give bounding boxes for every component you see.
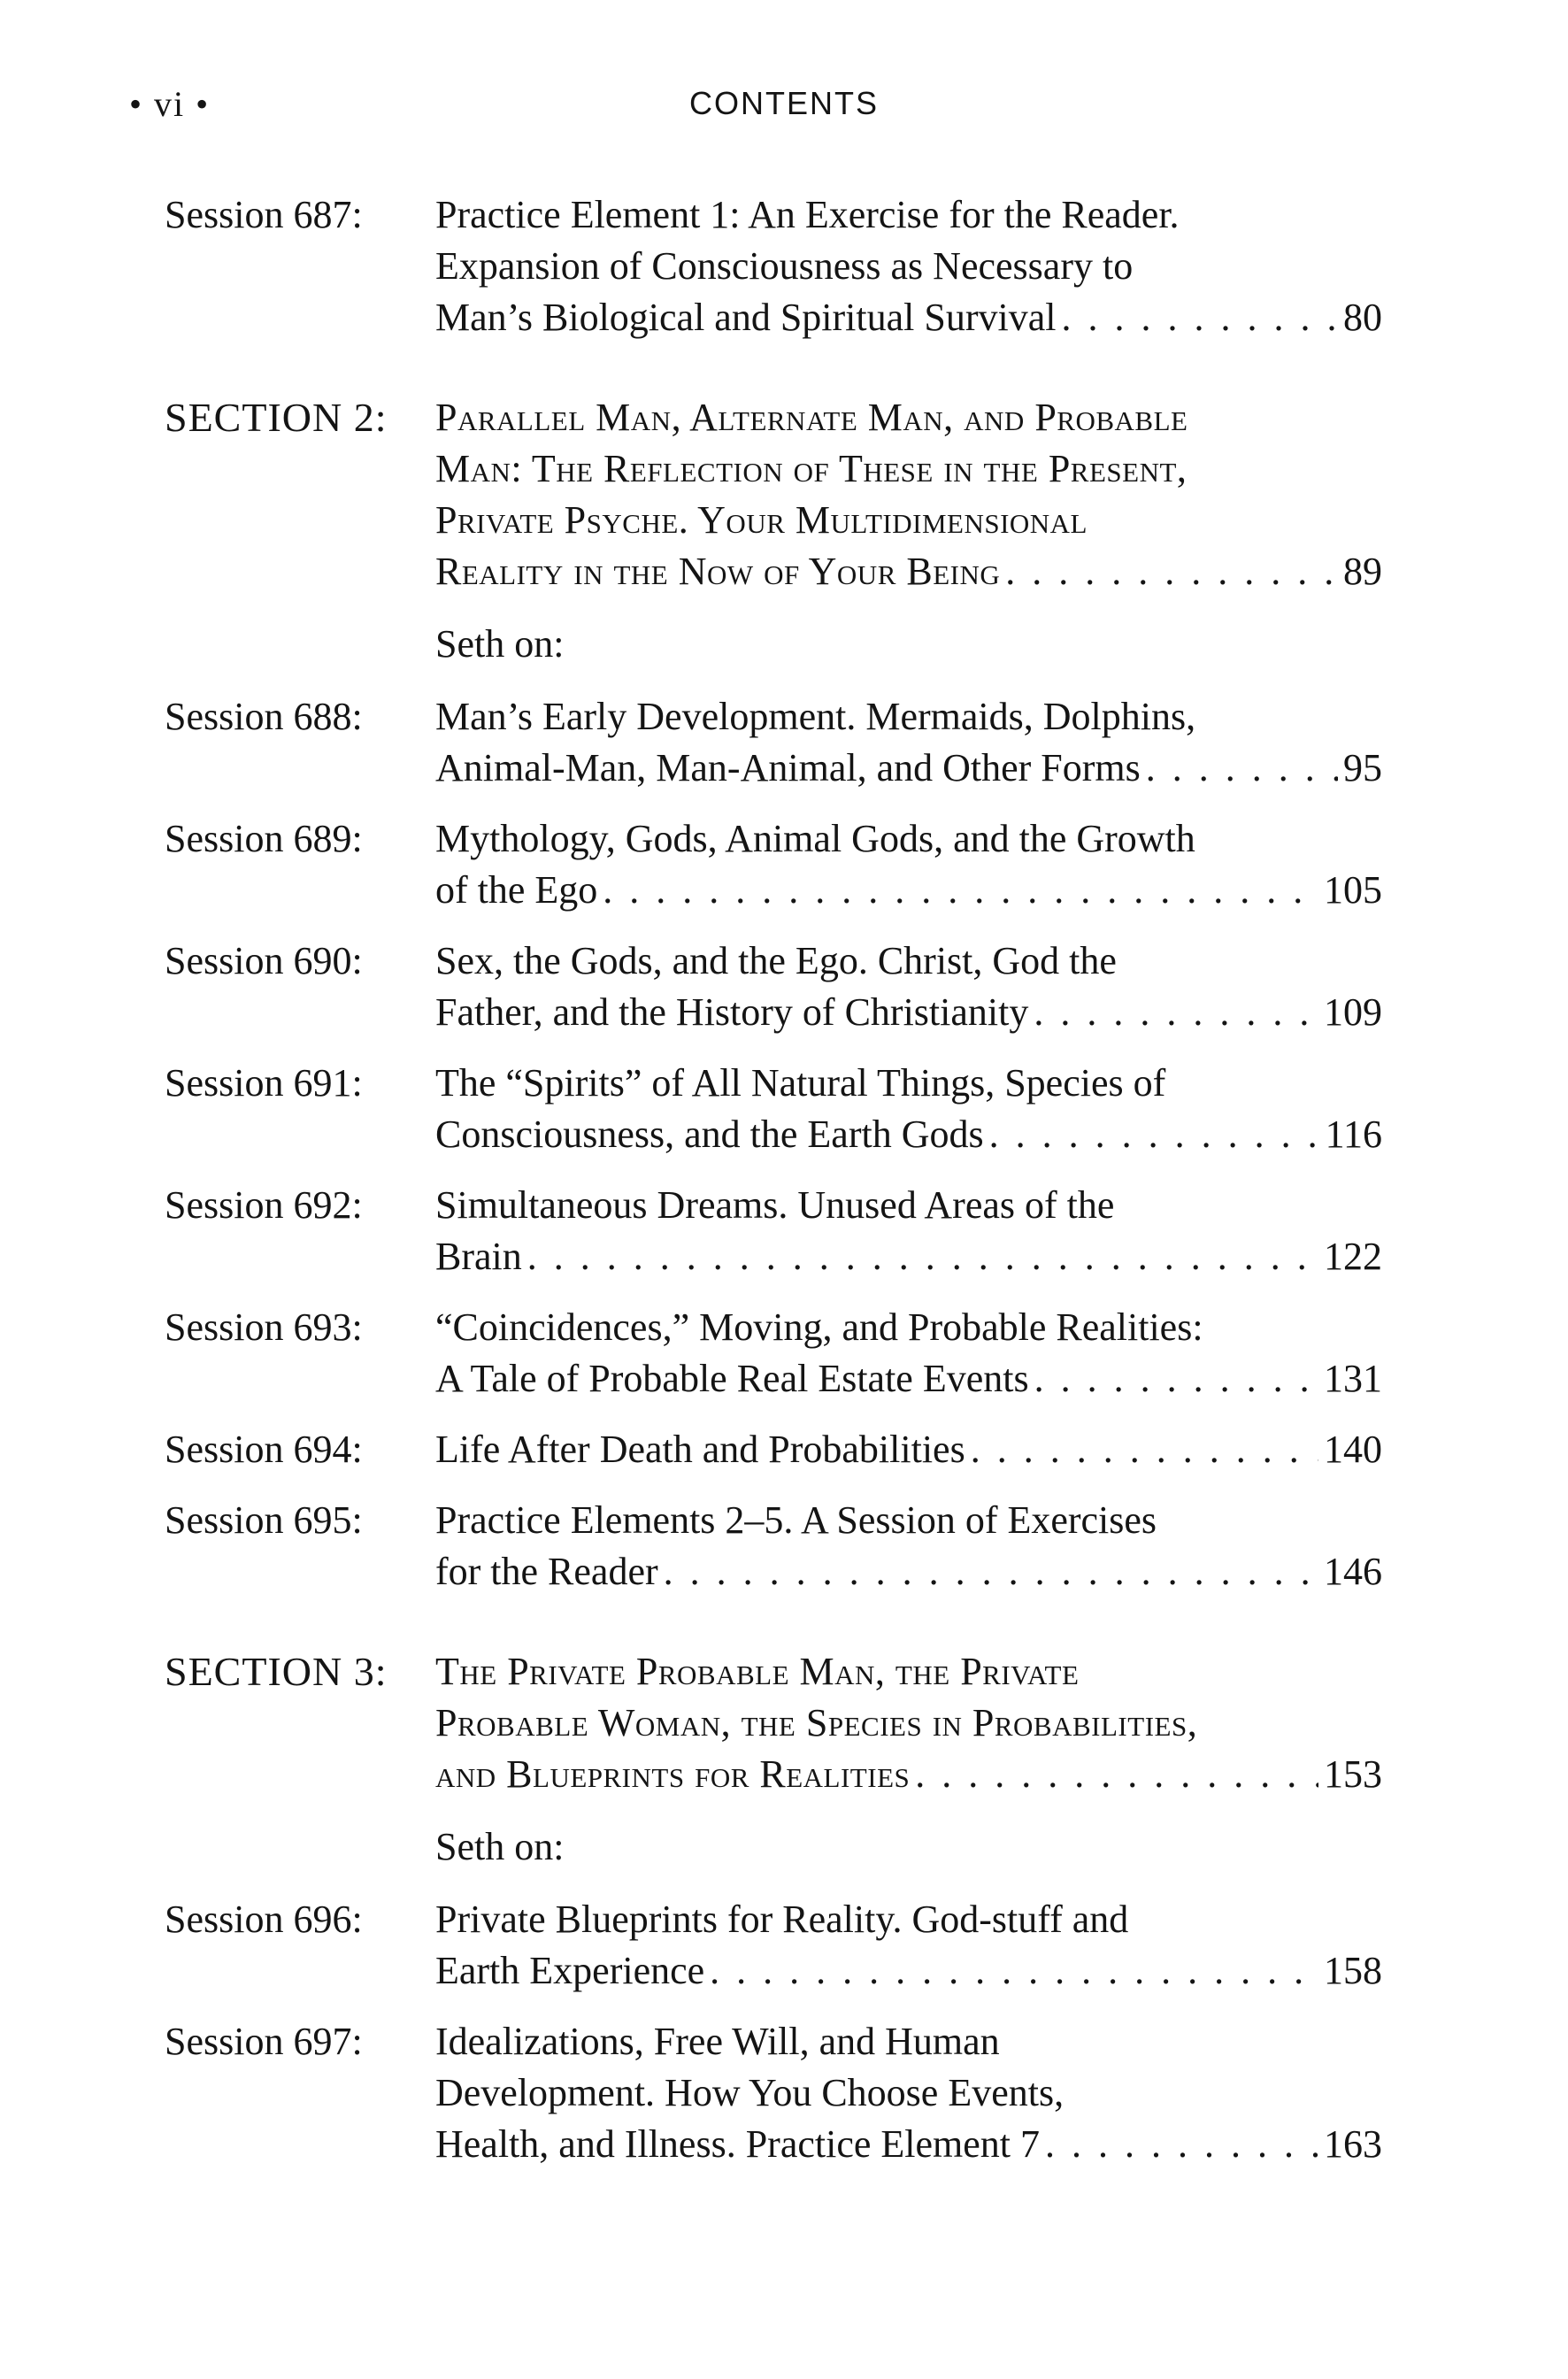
entry-page-number: 116: [1325, 1113, 1382, 1156]
dot-leader: [1005, 546, 1338, 597]
entry-title-line: Sex, the Gods, and the Ego. Christ, God the: [435, 939, 1117, 982]
dot-leader: [603, 865, 1318, 916]
section-label: SECTION 3:: [165, 1649, 388, 1694]
entry-title-line: Man’s Biological and Spiritual Survival: [435, 296, 1057, 339]
entry-label: Session 696:: [165, 1898, 363, 1941]
table-of-contents: [165, 189, 1382, 2170]
entry-title-line: The “Spirits” of All Natural Things, Species of: [435, 1061, 1166, 1105]
toc-entry-session-697: [165, 2016, 1382, 2170]
entry-title-line: A Tale of Probable Real Estate Events: [435, 1357, 1029, 1400]
entry-title-line: Brain: [435, 1235, 522, 1278]
entry-page-number: 158: [1324, 1949, 1382, 1992]
running-title: CONTENTS: [689, 85, 879, 121]
entry-title-line: Development. How You Choose Events,: [435, 2071, 1065, 2114]
toc-entry-session-692: [165, 1180, 1382, 1282]
dot-leader: [527, 1231, 1318, 1282]
dot-leader: [1146, 743, 1338, 794]
entry-page-number: 146: [1324, 1550, 1382, 1593]
entry-title-line: Expansion of Consciousness as Necessary to: [435, 244, 1134, 288]
entry-page-number: 89: [1343, 550, 1382, 593]
dot-leader: [710, 1945, 1318, 1997]
toc-entry-session-691: [165, 1058, 1382, 1160]
section-title-line: and Blueprints for Realities: [435, 1752, 911, 1796]
entry-page-number: 122: [1324, 1235, 1382, 1278]
entry-title-line: “Coincidences,” Moving, and Probable Realities:: [435, 1305, 1203, 1349]
page-number: • vi •: [129, 84, 211, 124]
toc-entry-session-690: [165, 935, 1382, 1038]
entry-title-line: Father, and the History of Christianity: [435, 990, 1029, 1034]
entry-title-line: of the Ego: [435, 868, 598, 912]
entry-label: Session 691:: [165, 1061, 363, 1105]
entry-title-line: Life After Death and Probabilities: [435, 1428, 965, 1471]
entry-label: Session 692:: [165, 1183, 363, 1227]
page-header: [0, 83, 1568, 136]
entry-title-line: Consciousness, and the Earth Gods: [435, 1113, 984, 1156]
entry-page-number: 153: [1324, 1752, 1382, 1796]
toc-entry-session-693: [165, 1302, 1382, 1405]
toc-entry-section-3: [165, 1646, 1382, 1800]
seth-on-subheading: Seth on:: [435, 1825, 565, 1868]
entry-label: Session 689:: [165, 817, 363, 860]
toc-entry-session-696: [165, 1894, 1382, 1997]
section-title-line: Private Psyche. Your Multidimensional: [435, 498, 1088, 542]
dot-leader: [989, 1109, 1320, 1160]
entry-title-line: Earth Experience: [435, 1949, 705, 1992]
entry-page-number: 95: [1343, 746, 1382, 789]
entry-page-number: 140: [1324, 1428, 1382, 1471]
dot-leader: [915, 1749, 1318, 1800]
section-label: SECTION 2:: [165, 395, 388, 440]
dot-leader: [1034, 1353, 1318, 1405]
section-title-line: Parallel Man, Alternate Man, and Probable: [435, 396, 1188, 439]
toc-entry-session-687: [165, 189, 1382, 343]
entry-label: Session 687:: [165, 193, 363, 236]
toc-entry-session-689: [165, 813, 1382, 916]
dot-leader: [1045, 2119, 1318, 2170]
toc-entry-session-688: [165, 691, 1382, 794]
section-title-line: The Private Probable Man, the Private: [435, 1650, 1080, 1693]
entry-title-line: Animal-Man, Man-Animal, and Other Forms: [435, 746, 1141, 789]
entry-title-line: Practice Elements 2–5. A Session of Exercises: [435, 1498, 1157, 1542]
entry-label: Session 688:: [165, 695, 363, 738]
entry-title-line: Practice Element 1: An Exercise for the Reader.: [435, 193, 1180, 236]
entry-title-line: Simultaneous Dreams. Unused Areas of the: [435, 1183, 1115, 1227]
entry-page-number: 80: [1343, 296, 1382, 339]
entry-title-line: for the Reader: [435, 1550, 658, 1593]
dot-leader: [664, 1546, 1318, 1598]
entry-page-number: 109: [1324, 990, 1382, 1034]
entry-label: Session 693:: [165, 1305, 363, 1349]
entry-label: Session 695:: [165, 1498, 363, 1542]
dot-leader: [1034, 987, 1318, 1038]
entry-label: Session 690:: [165, 939, 363, 982]
entry-title-line: Mythology, Gods, Animal Gods, and the Growth: [435, 817, 1195, 860]
entry-title-line: Private Blueprints for Reality. God-stuff and: [435, 1898, 1129, 1941]
toc-entry-section-2: [165, 392, 1382, 597]
entry-title-line: Idealizations, Free Will, and Human: [435, 2020, 1000, 2063]
entry-page-number: 105: [1324, 868, 1382, 912]
entry-title-line: Man’s Early Development. Mermaids, Dolphins,: [435, 695, 1196, 738]
toc-entry-session-695: [165, 1495, 1382, 1598]
entry-title-line: Health, and Illness. Practice Element 7: [435, 2122, 1040, 2166]
entry-label: Session 694:: [165, 1428, 363, 1471]
entry-label: Session 697:: [165, 2020, 363, 2063]
entry-page-number: 131: [1324, 1357, 1382, 1400]
toc-entry-session-694: [165, 1424, 1382, 1475]
section-title-line: Probable Woman, the Species in Probabilities,: [435, 1701, 1198, 1744]
dot-leader: [971, 1424, 1318, 1475]
seth-on-subheading: Seth on:: [435, 622, 565, 666]
section-title-line: Reality in the Now of Your Being: [435, 550, 1001, 593]
entry-page-number: 163: [1324, 2122, 1382, 2166]
dot-leader: [1062, 292, 1339, 343]
section-title-line: Man: The Reflection of These in the Present,: [435, 447, 1188, 490]
